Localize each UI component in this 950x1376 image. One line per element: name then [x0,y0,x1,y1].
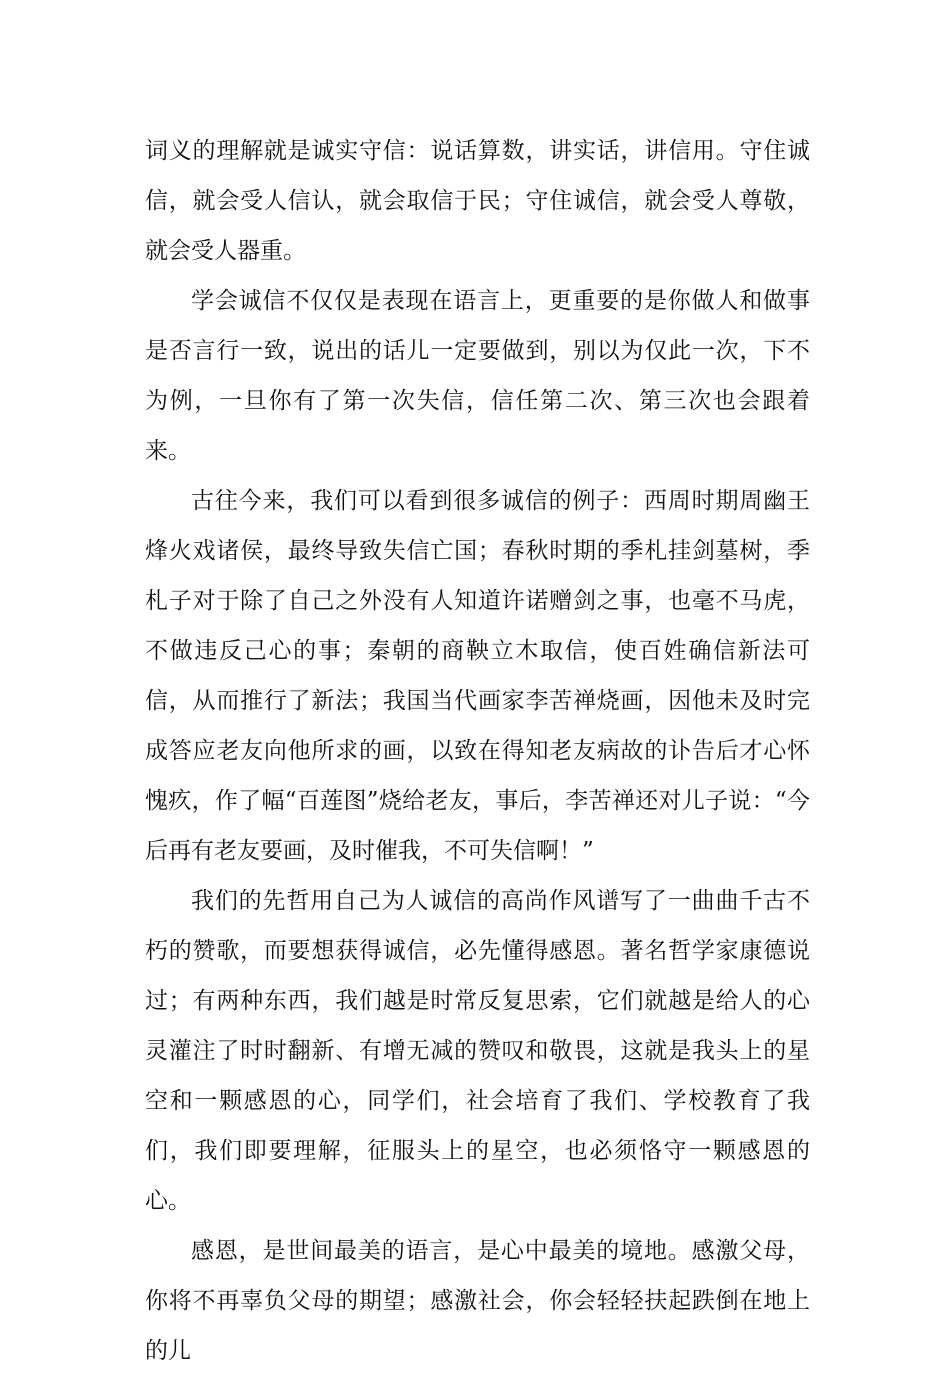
paragraph-4: 我们的先哲用自己为人诚信的高尚作风谱写了一曲曲千古不朽的赞歌，而要想获得诚信，必先懂得感恩。著名哲学家康德说过；有两种东西，我们越是时常反复思索，它们就越是给人的心灵灌注了时时翻新、有增无减的赞叹和敬畏，这就是我头上的星空和一颗感恩的心，同学们，社会培育了我们、学校教育了我们，我们即要理解，征服头上的星空，也必须恪守一颗感恩的心。 [145,888,810,1214]
paragraph-5: 感恩，是世间最美的语言，是心中最美的境地。感激父母，你将不再辜负父母的期望；感激社会，你会轻轻扶起跌倒在地上的儿 [145,1238,810,1364]
paragraph-2: 学会诚信不仅仅是表现在语言上，更重要的是你做人和做事是否言行一致，说出的话儿一定要做到，别以为仅此一次，下不为例，一旦你有了第一次失信，信任第二次、第三次也会跟着来。 [145,288,810,464]
paragraph-3: 古往今来，我们可以看到很多诚信的例子：西周时期周幽王烽火戏诸侯，最终导致失信亡国；春秋时期的季札挂剑墓树，季札子对于除了自己之外没有人知道许诺赠剑之事，也毫不马虎，不做违反己心的事；秦朝的商鞅立木取信，使百姓确信新法可信，从而推行了新法；我国当代画家李苦禅烧画，因他未及时完成答应老友向他所求的画，以致在得知老友病故的讣告后才心怀愧疚，作了幅“百莲图”烧给老友，事后，李苦禅还对儿子说：“今后再有老友要画，及时催我，不可失信啊！” [145,488,810,864]
paragraph-1: 词义的理解就是诚实守信：说话算数，讲实话，讲信用。守住诚信，就会受人信认，就会取信于民；守住诚信，就会受人尊敬，就会受人器重。 [145,138,810,264]
document-body [145,126,810,1376]
